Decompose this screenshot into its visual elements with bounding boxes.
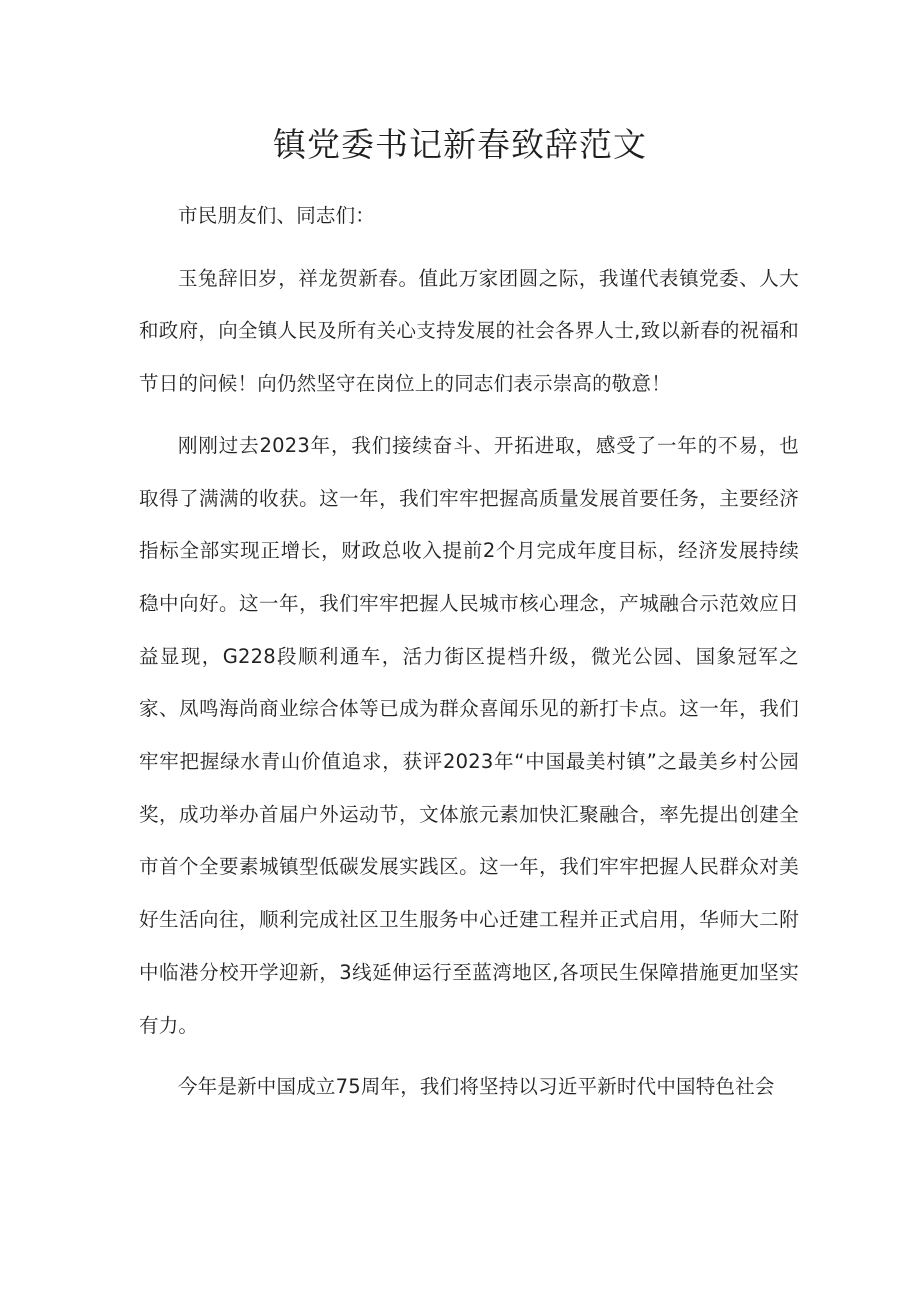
greeting-paragraph: 玉兔辞旧岁，祥龙贺新春。值此万家团圆之际，我谨代表镇党委、人大和政府，向全镇人民及所有关心支持发展的社会各界人士,致以新春的祝福和节日的问候！向仍然坚守在岗位上的同志们表示崇高的敬意！ <box>139 266 799 396</box>
document-title: 镇党委书记新春致辞范文 <box>273 125 647 164</box>
outlook-paragraph: 今年是新中国成立75周年，我们将坚持以习近平新时代中国特色社会 <box>178 1075 775 1099</box>
salutation-paragraph: 市民朋友们、同志们： <box>178 204 376 227</box>
document-body <box>139 190 799 1114</box>
review-paragraph: 刚刚过去2023年，我们接续奋斗、开拓进取，感受了一年的不易，也取得了满满的收获。这一年，我们牢牢把握高质量发展首要任务，主要经济指标全部实现正增长，财政总收入提前2个月完成年度目标，经济发展持续稳中向好。这一年，我们牢牢把握人民城市核心理念，产城融合示范效应日益显现，G228段顺利通车，活力街区提档升级，微光公园、国象冠军之家、凤鸣海尚商业综合体等已成为群众喜闻乐见的新打卡点。这一年，我们牢牢把握绿水青山价值追求，获评2023年“中国最美村镇”之最美乡村公园奖，成功举办首届户外运动节，文体旅元素加快汇聚融合，率先提出创建全市首个全要素城镇型低碳发展实践区。这一年，我们牢牢把握人民群众对美好生活向往，顺利完成社区卫生服务中心迁建工程并正式启用，华师大二附中临港分校开学迎新，3线延伸运行至蓝湾地区,各项民生保障措施更加坚实有力。 <box>139 433 799 1037</box>
